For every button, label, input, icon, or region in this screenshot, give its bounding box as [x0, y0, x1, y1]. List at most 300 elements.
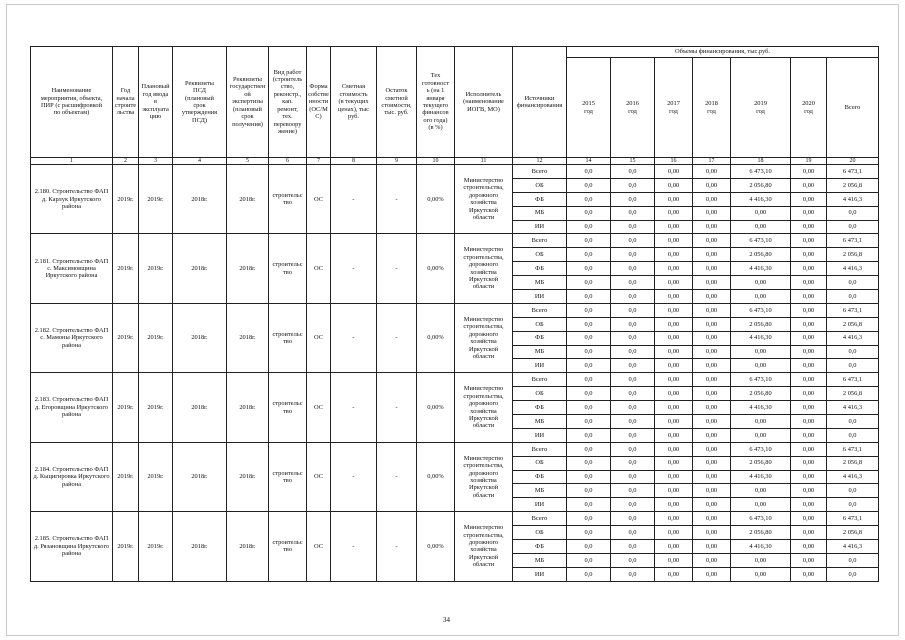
amount-2017: 0,00 [655, 526, 693, 540]
project-name: 2.181. Строительство ФАП с. Максимовщина Иркутского района [31, 234, 113, 303]
amount-2015: 0,0 [567, 276, 611, 290]
amount-total: 4 416,3 [827, 540, 879, 554]
amount-2015: 0,0 [567, 345, 611, 359]
amount-2020: 0,00 [791, 415, 827, 429]
amount-2017: 0,00 [655, 165, 693, 179]
amount-2019: 0,00 [731, 220, 791, 234]
project-name: 2.182. Строительство ФАП с. Мамоны Иркутского района [31, 303, 113, 372]
amount-2017: 0,00 [655, 442, 693, 456]
header-year-2018: 2018 год [693, 58, 731, 158]
header-ownership: Форма собстве нности (ОС/М С) [307, 47, 331, 158]
amount-2018: 0,00 [693, 540, 731, 554]
amount-2019: 0,00 [731, 484, 791, 498]
amount-2020: 0,00 [791, 387, 827, 401]
executor: Министерство строительства, дорожного хозяйства Иркутской области [455, 165, 513, 234]
amount-2019: 2 056,80 [731, 178, 791, 192]
funding-source: МБ [513, 484, 567, 498]
amount-total: 0,0 [827, 220, 879, 234]
funding-source: МБ [513, 276, 567, 290]
header-plan-year: Плановый год ввода в эксплуата цию [139, 47, 173, 158]
amount-2016: 0,0 [611, 220, 655, 234]
amount-2016: 0,0 [611, 540, 655, 554]
remaining-cost: - [377, 373, 417, 442]
column-number: 18 [731, 158, 791, 165]
amount-2016: 0,0 [611, 553, 655, 567]
amount-2020: 0,00 [791, 262, 827, 276]
readiness: 0,00% [417, 442, 455, 511]
amount-2016: 0,0 [611, 498, 655, 512]
amount-total: 0,0 [827, 276, 879, 290]
column-number: 15 [611, 158, 655, 165]
amount-2015: 0,0 [567, 373, 611, 387]
funding-source: ИИ [513, 567, 567, 581]
ownership: ОС [307, 303, 331, 372]
funding-source: ОБ [513, 317, 567, 331]
amount-total: 6 473,1 [827, 512, 879, 526]
estimated-cost: - [331, 303, 377, 372]
ownership: ОС [307, 165, 331, 234]
psd-date: 2018г. [173, 512, 227, 581]
estimated-cost: - [331, 234, 377, 303]
amount-2018: 0,00 [693, 248, 731, 262]
amount-2015: 0,0 [567, 553, 611, 567]
amount-2017: 0,00 [655, 317, 693, 331]
header-executor: Исполнитель (наименование ИОГВ, МО) [455, 47, 513, 158]
amount-2016: 0,0 [611, 456, 655, 470]
table-row [31, 512, 879, 526]
column-number: 11 [455, 158, 513, 165]
funding-source: ФБ [513, 262, 567, 276]
amount-2016: 0,0 [611, 206, 655, 220]
amount-total: 6 473,1 [827, 165, 879, 179]
amount-2017: 0,00 [655, 401, 693, 415]
amount-2020: 0,00 [791, 470, 827, 484]
amount-2020: 0,00 [791, 206, 827, 220]
amount-2018: 0,00 [693, 345, 731, 359]
amount-2015: 0,0 [567, 456, 611, 470]
column-number: 6 [269, 158, 307, 165]
amount-2017: 0,00 [655, 512, 693, 526]
readiness: 0,00% [417, 303, 455, 372]
amount-2018: 0,00 [693, 526, 731, 540]
funding-source: ИИ [513, 428, 567, 442]
amount-2015: 0,0 [567, 234, 611, 248]
table-row [31, 234, 879, 248]
amount-2018: 0,00 [693, 220, 731, 234]
amount-2016: 0,0 [611, 428, 655, 442]
amount-2017: 0,00 [655, 359, 693, 373]
readiness: 0,00% [417, 373, 455, 442]
amount-2017: 0,00 [655, 387, 693, 401]
amount-2020: 0,00 [791, 373, 827, 387]
amount-2016: 0,0 [611, 415, 655, 429]
amount-2016: 0,0 [611, 248, 655, 262]
amount-2017: 0,00 [655, 276, 693, 290]
amount-total: 4 416,3 [827, 262, 879, 276]
amount-total: 2 056,8 [827, 178, 879, 192]
amount-2017: 0,00 [655, 540, 693, 554]
executor: Министерство строительства, дорожного хозяйства Иркутской области [455, 512, 513, 581]
expertise-date: 2018г. [227, 303, 269, 372]
amount-2017: 0,00 [655, 484, 693, 498]
amount-2020: 0,00 [791, 248, 827, 262]
column-number: 20 [827, 158, 879, 165]
funding-source: ОБ [513, 526, 567, 540]
amount-2015: 0,0 [567, 387, 611, 401]
amount-2016: 0,0 [611, 567, 655, 581]
amount-2018: 0,00 [693, 165, 731, 179]
funding-source: ИИ [513, 359, 567, 373]
remaining-cost: - [377, 165, 417, 234]
column-number-row [31, 158, 879, 165]
amount-total: 0,0 [827, 206, 879, 220]
funding-source: ИИ [513, 290, 567, 304]
amount-2017: 0,00 [655, 470, 693, 484]
amount-total: 2 056,8 [827, 317, 879, 331]
executor: Министерство строительства, дорожного хозяйства Иркутской области [455, 442, 513, 511]
amount-2016: 0,0 [611, 276, 655, 290]
amount-2015: 0,0 [567, 428, 611, 442]
amount-2018: 0,00 [693, 178, 731, 192]
amount-2015: 0,0 [567, 484, 611, 498]
psd-date: 2018г. [173, 234, 227, 303]
amount-2020: 0,00 [791, 442, 827, 456]
executor: Министерство строительства, дорожного хозяйства Иркутской области [455, 234, 513, 303]
amount-2017: 0,00 [655, 234, 693, 248]
executor: Министерство строительства, дорожного хозяйства Иркутской области [455, 373, 513, 442]
amount-2019: 0,00 [731, 359, 791, 373]
amount-2017: 0,00 [655, 567, 693, 581]
amount-2019: 4 416,30 [731, 470, 791, 484]
work-type: строительс тво [269, 512, 307, 581]
project-name: 2.183. Строительство ФАП д. Егоровщина Иркутского района [31, 373, 113, 442]
project-name: 2.180. Строительство ФАП д. Карлук Иркутского района [31, 165, 113, 234]
header-estimated-cost: Сметная стоимость (в текущих ценах), тыс руб. [331, 47, 377, 158]
amount-2015: 0,0 [567, 262, 611, 276]
plan-year: 2019г. [139, 442, 173, 511]
psd-date: 2018г. [173, 442, 227, 511]
amount-total: 4 416,3 [827, 470, 879, 484]
work-type: строительс тво [269, 442, 307, 511]
start-year: 2019г. [113, 442, 139, 511]
amount-2019: 0,00 [731, 206, 791, 220]
header-year-2020: 2020 год [791, 58, 827, 158]
amount-total: 4 416,3 [827, 331, 879, 345]
amount-2019: 2 056,80 [731, 456, 791, 470]
plan-year: 2019г. [139, 234, 173, 303]
amount-2016: 0,0 [611, 373, 655, 387]
amount-2018: 0,00 [693, 428, 731, 442]
amount-2020: 0,00 [791, 317, 827, 331]
amount-2016: 0,0 [611, 345, 655, 359]
header-name: Наименование мероприятия, объекта, ПИР (с расшифровкой по объектам) [31, 47, 113, 158]
amount-total: 0,0 [827, 553, 879, 567]
funding-source: Всего [513, 165, 567, 179]
column-number: 16 [655, 158, 693, 165]
funding-source: ФБ [513, 470, 567, 484]
psd-date: 2018г. [173, 165, 227, 234]
amount-2016: 0,0 [611, 401, 655, 415]
estimated-cost: - [331, 512, 377, 581]
amount-total: 2 056,8 [827, 248, 879, 262]
expertise-date: 2018г. [227, 373, 269, 442]
amount-2018: 0,00 [693, 192, 731, 206]
page-number: 34 [443, 616, 450, 624]
amount-2016: 0,0 [611, 303, 655, 317]
start-year: 2019г. [113, 373, 139, 442]
header-remaining-cost: Остаток сметной стоимости, тыс. руб. [377, 47, 417, 158]
amount-2018: 0,00 [693, 553, 731, 567]
header-expertise: Реквизиты государствен ой экспертизы (плановый срок получения) [227, 47, 269, 158]
expertise-date: 2018г. [227, 165, 269, 234]
column-number: 8 [331, 158, 377, 165]
amount-2020: 0,00 [791, 484, 827, 498]
amount-2018: 0,00 [693, 290, 731, 304]
expertise-date: 2018г. [227, 442, 269, 511]
header-total: Всего [827, 58, 879, 158]
amount-2015: 0,0 [567, 526, 611, 540]
estimated-cost: - [331, 373, 377, 442]
project-name: 2.184. Строительство ФАП д. Кыцигировка Иркутского района [31, 442, 113, 511]
amount-2015: 0,0 [567, 206, 611, 220]
amount-2016: 0,0 [611, 526, 655, 540]
funding-source: Всего [513, 442, 567, 456]
ownership: ОС [307, 234, 331, 303]
amount-2015: 0,0 [567, 317, 611, 331]
amount-2019: 2 056,80 [731, 248, 791, 262]
amount-2016: 0,0 [611, 317, 655, 331]
amount-2018: 0,00 [693, 442, 731, 456]
column-number: 1 [31, 158, 113, 165]
amount-2015: 0,0 [567, 540, 611, 554]
psd-date: 2018г. [173, 303, 227, 372]
table-body [31, 165, 879, 582]
amount-2018: 0,00 [693, 387, 731, 401]
estimated-cost: - [331, 165, 377, 234]
amount-2015: 0,0 [567, 442, 611, 456]
amount-2018: 0,00 [693, 373, 731, 387]
amount-2015: 0,0 [567, 567, 611, 581]
amount-2019: 0,00 [731, 428, 791, 442]
amount-total: 2 056,8 [827, 526, 879, 540]
amount-2019: 4 416,30 [731, 331, 791, 345]
amount-total: 4 416,3 [827, 192, 879, 206]
amount-2017: 0,00 [655, 415, 693, 429]
table-row [31, 165, 879, 179]
amount-2020: 0,00 [791, 192, 827, 206]
start-year: 2019г. [113, 512, 139, 581]
executor: Министерство строительства, дорожного хозяйства Иркутской области [455, 303, 513, 372]
funding-source: Всего [513, 512, 567, 526]
amount-2017: 0,00 [655, 428, 693, 442]
amount-2020: 0,00 [791, 456, 827, 470]
amount-total: 0,0 [827, 567, 879, 581]
readiness: 0,00% [417, 512, 455, 581]
header-psd: Реквизиты ПСД (плановый срок утверждения ПСД) [173, 47, 227, 158]
expertise-date: 2018г. [227, 234, 269, 303]
amount-2017: 0,00 [655, 498, 693, 512]
amount-2017: 0,00 [655, 303, 693, 317]
amount-total: 0,0 [827, 498, 879, 512]
amount-total: 2 056,8 [827, 456, 879, 470]
column-number: 9 [377, 158, 417, 165]
column-number: 4 [173, 158, 227, 165]
amount-2016: 0,0 [611, 470, 655, 484]
column-number: 5 [227, 158, 269, 165]
funding-source: Всего [513, 234, 567, 248]
funding-source: МБ [513, 345, 567, 359]
amount-2020: 0,00 [791, 540, 827, 554]
amount-2019: 6 473,10 [731, 512, 791, 526]
amount-2017: 0,00 [655, 345, 693, 359]
amount-2015: 0,0 [567, 359, 611, 373]
amount-total: 0,0 [827, 428, 879, 442]
amount-2019: 0,00 [731, 498, 791, 512]
start-year: 2019г. [113, 303, 139, 372]
amount-2020: 0,00 [791, 345, 827, 359]
amount-2018: 0,00 [693, 456, 731, 470]
amount-2019: 4 416,30 [731, 401, 791, 415]
amount-2018: 0,00 [693, 567, 731, 581]
remaining-cost: - [377, 442, 417, 511]
amount-2015: 0,0 [567, 415, 611, 429]
start-year: 2019г. [113, 234, 139, 303]
amount-total: 0,0 [827, 359, 879, 373]
amount-2016: 0,0 [611, 178, 655, 192]
amount-2020: 0,00 [791, 401, 827, 415]
work-type: строительс тво [269, 373, 307, 442]
header-year-2019: 2019 год [731, 58, 791, 158]
funding-source: Всего [513, 303, 567, 317]
amount-2015: 0,0 [567, 248, 611, 262]
amount-2018: 0,00 [693, 206, 731, 220]
amount-2020: 0,00 [791, 526, 827, 540]
header-year-2017: 2017 год [655, 58, 693, 158]
amount-2020: 0,00 [791, 234, 827, 248]
project-name: 2.185. Строительство ФАП д. Рязановщина Иркутского района [31, 512, 113, 581]
column-number: 7 [307, 158, 331, 165]
funding-source: ОБ [513, 178, 567, 192]
amount-2016: 0,0 [611, 484, 655, 498]
amount-2017: 0,00 [655, 262, 693, 276]
amount-2016: 0,0 [611, 387, 655, 401]
header-year-2016: 2016 год [611, 58, 655, 158]
amount-2017: 0,00 [655, 456, 693, 470]
ownership: ОС [307, 512, 331, 581]
amount-2019: 6 473,10 [731, 442, 791, 456]
amount-2018: 0,00 [693, 262, 731, 276]
amount-2020: 0,00 [791, 553, 827, 567]
funding-source: ФБ [513, 331, 567, 345]
amount-2015: 0,0 [567, 220, 611, 234]
financing-table [30, 46, 879, 582]
column-number: 12 [513, 158, 567, 165]
amount-2019: 4 416,30 [731, 540, 791, 554]
readiness: 0,00% [417, 165, 455, 234]
funding-source: ФБ [513, 192, 567, 206]
amount-2020: 0,00 [791, 498, 827, 512]
amount-2015: 0,0 [567, 303, 611, 317]
amount-2019: 6 473,10 [731, 373, 791, 387]
plan-year: 2019г. [139, 373, 173, 442]
funding-source: ОБ [513, 248, 567, 262]
amount-2016: 0,0 [611, 442, 655, 456]
column-number: 17 [693, 158, 731, 165]
amount-2019: 6 473,10 [731, 234, 791, 248]
amount-2017: 0,00 [655, 178, 693, 192]
header-readiness: Тех готовност ь (на 1 января текущего финансов ого года) (в %) [417, 47, 455, 158]
table-row [31, 303, 879, 317]
amount-2020: 0,00 [791, 512, 827, 526]
amount-2015: 0,0 [567, 470, 611, 484]
amount-2020: 0,00 [791, 567, 827, 581]
column-number: 14 [567, 158, 611, 165]
amount-2018: 0,00 [693, 303, 731, 317]
amount-2019: 2 056,80 [731, 317, 791, 331]
amount-2019: 6 473,10 [731, 165, 791, 179]
amount-total: 6 473,1 [827, 234, 879, 248]
amount-2020: 0,00 [791, 428, 827, 442]
expertise-date: 2018г. [227, 512, 269, 581]
amount-2015: 0,0 [567, 192, 611, 206]
amount-2020: 0,00 [791, 276, 827, 290]
plan-year: 2019г. [139, 165, 173, 234]
plan-year: 2019г. [139, 303, 173, 372]
amount-2016: 0,0 [611, 262, 655, 276]
amount-2016: 0,0 [611, 234, 655, 248]
amount-2015: 0,0 [567, 178, 611, 192]
amount-2019: 4 416,30 [731, 262, 791, 276]
amount-2016: 0,0 [611, 331, 655, 345]
amount-total: 6 473,1 [827, 303, 879, 317]
amount-2015: 0,0 [567, 165, 611, 179]
work-type: строительс тво [269, 165, 307, 234]
funding-source: Всего [513, 373, 567, 387]
amount-2017: 0,00 [655, 206, 693, 220]
column-number: 19 [791, 158, 827, 165]
amount-2018: 0,00 [693, 359, 731, 373]
amount-2017: 0,00 [655, 373, 693, 387]
work-type: строительс тво [269, 234, 307, 303]
amount-total: 6 473,1 [827, 442, 879, 456]
amount-2020: 0,00 [791, 303, 827, 317]
funding-source: МБ [513, 206, 567, 220]
ownership: ОС [307, 373, 331, 442]
amount-2019: 0,00 [731, 276, 791, 290]
amount-2017: 0,00 [655, 553, 693, 567]
header-volumes: Объемы финансирования, тыс.руб. [567, 47, 879, 58]
header-work-type: Вид работ (строитель ство, реконстр., кап. ремонт, тех. перевоору жение) [269, 47, 307, 158]
amount-2020: 0,00 [791, 290, 827, 304]
amount-2018: 0,00 [693, 498, 731, 512]
amount-2019: 0,00 [731, 415, 791, 429]
amount-total: 0,0 [827, 415, 879, 429]
amount-2020: 0,00 [791, 331, 827, 345]
work-type: строительс тво [269, 303, 307, 372]
readiness: 0,00% [417, 234, 455, 303]
table-row [31, 373, 879, 387]
funding-source: ИИ [513, 498, 567, 512]
amount-2017: 0,00 [655, 248, 693, 262]
amount-2018: 0,00 [693, 401, 731, 415]
amount-2019: 0,00 [731, 567, 791, 581]
remaining-cost: - [377, 234, 417, 303]
funding-source: МБ [513, 553, 567, 567]
amount-2016: 0,0 [611, 192, 655, 206]
header-year-2015: 2015 год [567, 58, 611, 158]
amount-2015: 0,0 [567, 331, 611, 345]
column-number: 2 [113, 158, 139, 165]
